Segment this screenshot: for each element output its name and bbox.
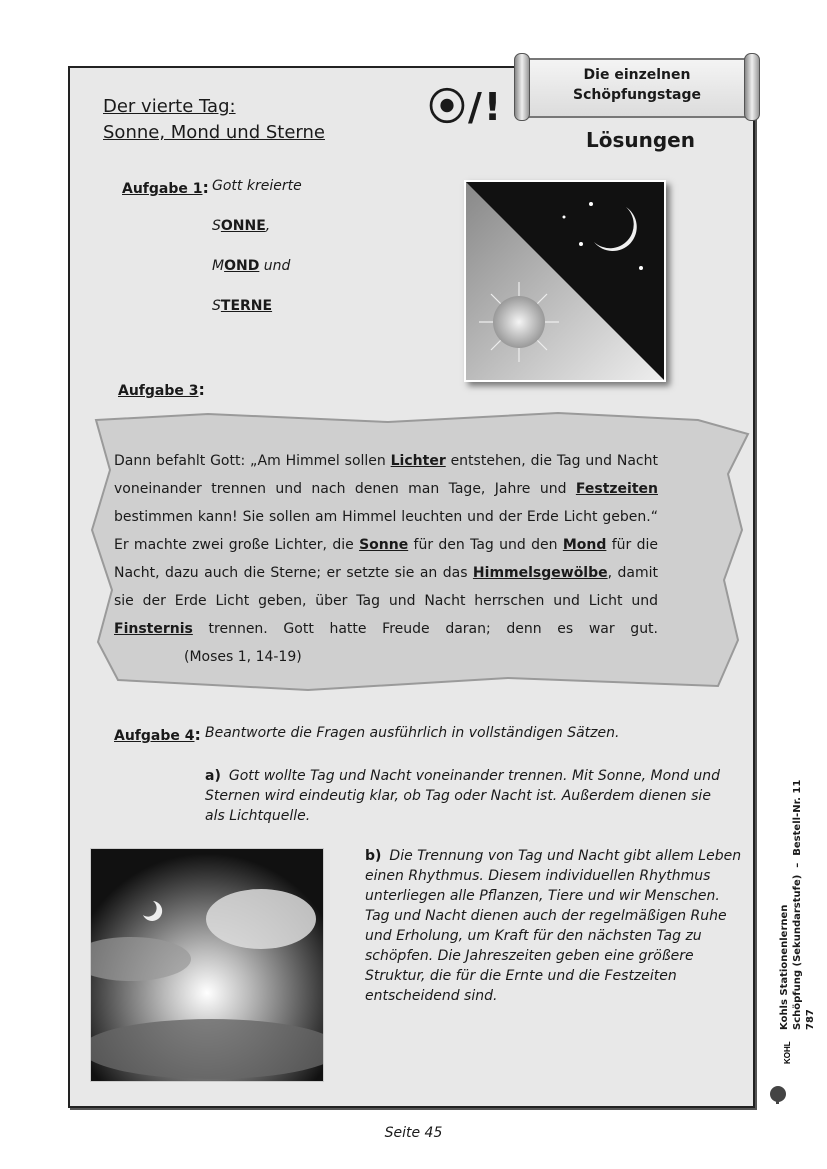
page-number: Seite 45 — [384, 1125, 443, 1141]
cloud-shape — [206, 889, 316, 949]
filled-blank: Mond — [562, 537, 607, 553]
aufgabe3-label: Aufgabe 3 — [118, 383, 199, 399]
star-icon — [579, 242, 583, 246]
answer-mond-suffix: und — [259, 258, 291, 274]
aufgabe4-text: Beantworte die Fragen ausführlich in vollständigen Sätzen. — [205, 725, 620, 741]
banner-title — [532, 65, 742, 105]
page-title — [103, 94, 325, 146]
answer-sonne — [212, 218, 270, 234]
sidebar-series: Schöpfung (Sekundarstufe) — [792, 874, 803, 1030]
answer-sterne — [212, 298, 272, 314]
answer-mond-rest: OND — [224, 258, 260, 274]
banner-line-2: Schöpfungstage — [572, 87, 702, 103]
aufgabe1-text: Gott kreierte — [212, 178, 302, 194]
solution-symbols: ⦿/! — [428, 85, 504, 129]
star-icon — [639, 266, 643, 270]
aufgabe1-label: Aufgabe 1 — [122, 181, 203, 197]
title-line-1: Der vierte Tag: — [103, 96, 236, 117]
answer-a-marker: a) — [205, 768, 221, 784]
sun-icon — [493, 296, 545, 348]
clouds-moon-photo — [90, 848, 324, 1082]
answer-b — [365, 846, 745, 1006]
scroll-roll-left — [514, 53, 530, 121]
kohl-logo-icon — [768, 1036, 812, 1106]
filled-blank: Sonne — [359, 537, 409, 553]
text-part: Dann befahlt Gott: „Am Himmel sollen — [114, 453, 391, 469]
filled-blank: Lichter — [390, 453, 446, 469]
text-part: , damit sie der Erde Licht geben, über Tag und Nacht herrschen und Licht und — [114, 565, 658, 609]
sun-moon-illustration — [464, 180, 666, 382]
answer-sonne-rest: ONNE — [220, 218, 266, 234]
star-icon — [589, 202, 593, 206]
sidebar-line-2: Schöpfung (Sekundarstufe) – Bestell-Nr. 11 787 — [792, 779, 816, 1030]
aufgabe4-label-wrap: Aufgabe 4: — [114, 725, 201, 744]
answer-a — [205, 766, 735, 826]
answer-mond — [212, 258, 290, 274]
aufgabe4-label: Aufgabe 4 — [114, 728, 195, 744]
star-icon — [563, 216, 566, 219]
filled-blank: Festzeiten — [575, 481, 658, 497]
bible-reference: (Moses 1, 14-19) — [184, 649, 302, 665]
sidebar-line-1: Kohls Stationenlernen — [779, 904, 790, 1030]
loesungen-heading: Lösungen — [586, 128, 695, 152]
text-part: trennen. Gott hatte Freude daran; denn es war gut. — [192, 621, 658, 637]
order-number: Bestell-Nr. 11 787 — [792, 779, 816, 1030]
aufgabe1-label-wrap: Aufgabe 1: — [122, 178, 209, 197]
answer-a-text: Gott wollte Tag und Nacht voneinander trennen. Mit Sonne, Mond und Sternen wird eindeutig klar, ob Tag oder Nacht ist. Außerdem dienen sie als Lichtquelle. — [205, 768, 721, 824]
scroll-roll-right — [744, 53, 760, 121]
text-part: für die Nacht, dazu auch die Sterne; er setzte sie an das — [114, 537, 658, 581]
banner-line-1: Die einzelnen — [583, 67, 691, 83]
logo-text: KOHL — [783, 1041, 792, 1064]
text-part: für den Tag und den — [408, 537, 563, 553]
answer-sonne-first: S — [212, 218, 221, 234]
filled-blank: Finsternis — [114, 621, 193, 637]
cloud-shape — [90, 1019, 324, 1079]
filled-blank: Himmelsgewölbe — [472, 565, 608, 581]
answer-sterne-rest: TERNE — [220, 298, 273, 314]
text-part: entstehen, die Tag und Nacht voneinander trennen und nach denen man Tage, Jahre und — [114, 453, 658, 497]
aufgabe3-label-wrap: Aufgabe 3: — [118, 380, 205, 399]
answer-b-text: Die Trennung von Tag und Nacht gibt allem Leben einen Rhythmus. Diesem individuellen Rhythmus unterliegen alle Pflanzen, Tiere und wir Menschen. Tag und Nacht dienen auch der regelmäßigen Ruhe und Erholung, um Kraft für den nächsten Tag zu schöpfen. Die Jahreszeiten geben eine größere Struktur, die für die Ernte und die Festzeiten entscheidend sind. — [365, 848, 742, 1004]
answer-sonne-suffix: , — [265, 218, 271, 234]
publisher-sidebar — [778, 770, 818, 1030]
parchment-text — [114, 447, 658, 671]
scroll-banner — [514, 53, 760, 119]
answer-mond-first: M — [212, 258, 225, 274]
answer-sterne-first: S — [212, 298, 221, 314]
text-part: bestimmen kann! Sie sollen am Himmel leuchten und der Erde Licht geben.“ Er machte zwei große Lichter, die — [114, 509, 658, 553]
answer-b-marker: b) — [365, 848, 382, 864]
title-line-2: Sonne, Mond und Sterne — [103, 122, 325, 143]
